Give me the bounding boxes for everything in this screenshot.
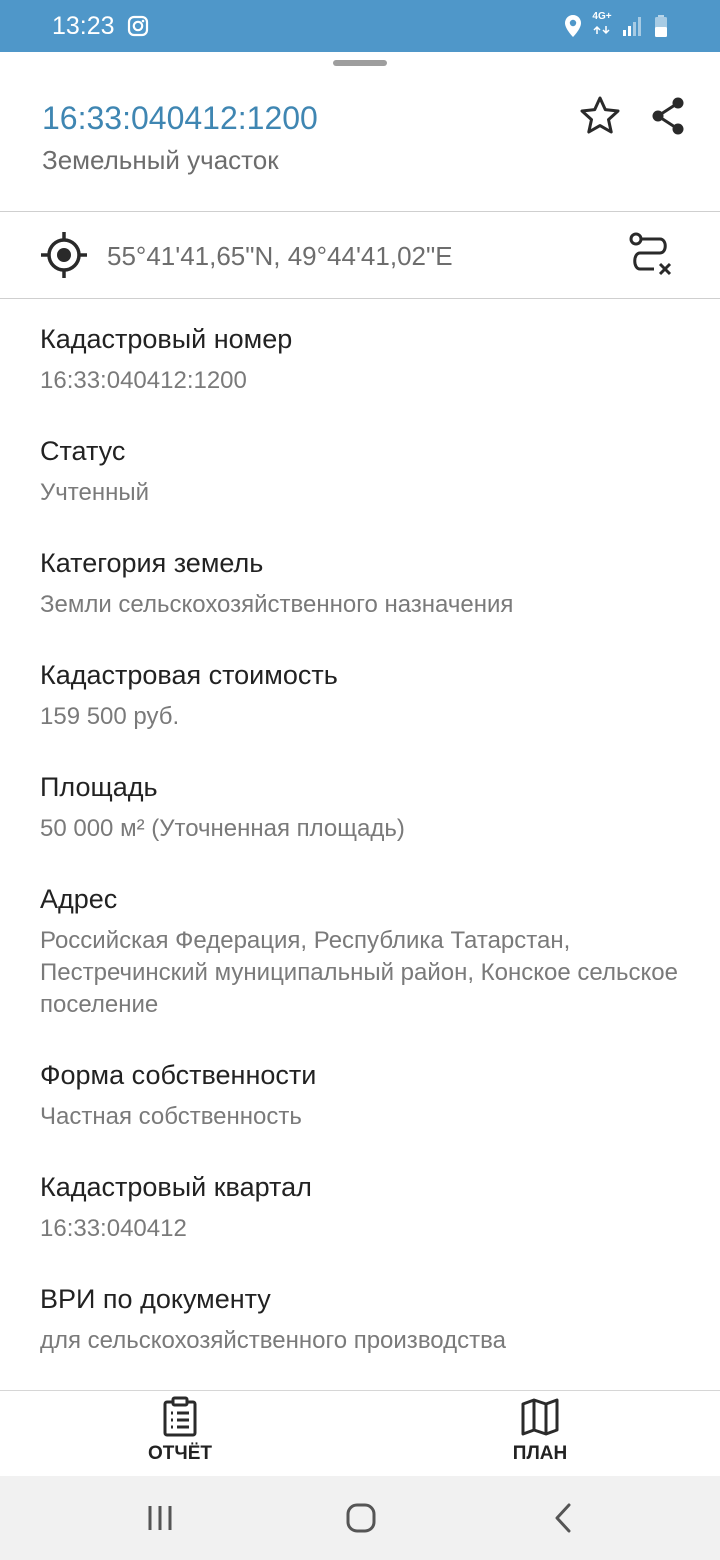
system-navigation-bar — [0, 1476, 720, 1560]
header — [0, 52, 720, 212]
field-label: Статус — [40, 436, 126, 466]
page-title: 16:33:040412:1200 — [42, 100, 318, 136]
coordinates-row[interactable] — [0, 213, 720, 298]
network-indicator — [592, 12, 612, 40]
field-value: 50 000 м² (Уточненная площадь) — [40, 815, 405, 842]
field-value: 16:33:040412 — [40, 1215, 187, 1242]
instagram-icon — [127, 15, 149, 37]
battery-icon — [654, 14, 668, 38]
back-icon[interactable] — [541, 1496, 585, 1540]
plan-button[interactable] — [460, 1391, 620, 1477]
status-time: 13:23 — [52, 11, 115, 40]
field-label: Категория земель — [40, 548, 264, 578]
home-icon[interactable] — [339, 1496, 383, 1540]
field-value: Земли сельскохозяйственного назначения — [40, 591, 514, 618]
data-arrows-icon — [592, 25, 612, 35]
page-subtitle: Земельный участок — [42, 145, 279, 175]
field-address — [0, 859, 720, 1035]
location-icon — [564, 14, 582, 38]
coordinates-text: 55°41'41,65"N, 49°44'41,02"E — [107, 241, 453, 271]
location-target-icon — [40, 231, 88, 279]
status-right — [564, 12, 668, 40]
header-divider — [0, 211, 720, 212]
details-list[interactable] — [0, 299, 720, 1390]
field-label: Кадастровый квартал — [40, 1172, 312, 1202]
field-label: Форма собственности — [40, 1060, 317, 1090]
field-cadastral-value — [0, 635, 720, 747]
field-value: 159 500 руб. — [40, 703, 180, 730]
bottom-action-bar — [0, 1390, 720, 1476]
field-value: для сельскохозяйственного производства — [40, 1327, 506, 1354]
status-bar — [0, 0, 720, 52]
clipboard-report-icon — [162, 1397, 198, 1437]
field-label: Площадь — [40, 772, 158, 802]
share-icon[interactable] — [648, 94, 688, 138]
field-value: Российская Федерация, Республика Татарстан, Пестречинский муниципальный район, Конское сельское поселение — [40, 927, 678, 1018]
field-label: Адрес — [40, 884, 118, 914]
field-value: 16:33:040412:1200 — [40, 367, 247, 394]
field-cadastral-quarter — [0, 1147, 720, 1259]
field-value: Учтенный — [40, 479, 149, 506]
field-ownership — [0, 1035, 720, 1147]
favorite-star-icon[interactable] — [578, 94, 622, 138]
field-cadastral-number — [0, 299, 720, 411]
report-button[interactable] — [100, 1391, 260, 1477]
network-type: 4G+ — [592, 11, 612, 22]
field-status — [0, 411, 720, 523]
route-cancel-icon[interactable] — [626, 231, 676, 281]
plan-button-label: ПЛАН — [512, 1443, 568, 1464]
report-button-label: ОТЧЁТ — [147, 1443, 213, 1464]
field-land-category — [0, 523, 720, 635]
status-left — [52, 12, 149, 41]
field-label: Кадастровая стоимость — [40, 660, 338, 690]
field-area — [0, 747, 720, 859]
field-label: Кадастровый номер — [40, 324, 293, 354]
signal-icon — [622, 15, 644, 37]
field-label: ВРИ по документу — [40, 1284, 271, 1314]
field-permitted-use — [0, 1259, 720, 1371]
map-icon — [520, 1397, 560, 1437]
field-value: Частная собственность — [40, 1103, 302, 1130]
recent-apps-icon[interactable] — [138, 1496, 182, 1540]
